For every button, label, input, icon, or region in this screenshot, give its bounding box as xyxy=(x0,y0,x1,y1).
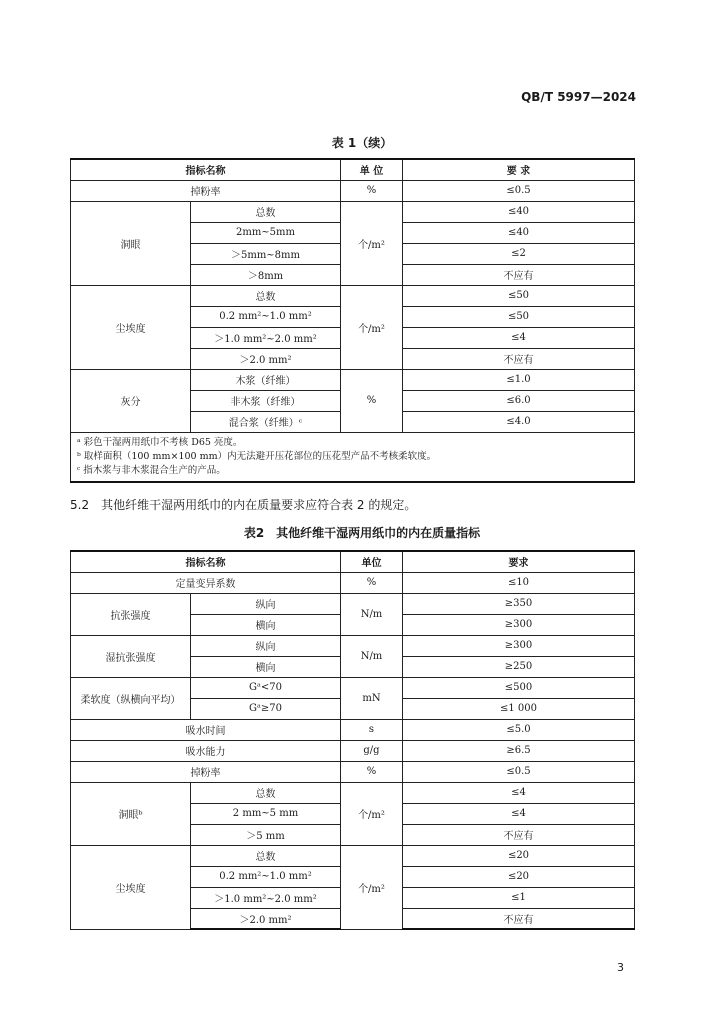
sub-value: ≤40 xyxy=(403,201,635,222)
table1-notes-row xyxy=(71,432,635,482)
sub-label: 总数 xyxy=(191,285,341,306)
sub-label: 横向 xyxy=(191,656,341,677)
table1-caption: 表 1（续） xyxy=(331,136,393,150)
sub-label: ＞5mm~8mm xyxy=(191,243,341,264)
group-unit: 个/m² xyxy=(341,845,403,929)
sub-value: ≤4 xyxy=(403,782,635,803)
sub-label: ＞1.0 mm²~2.0 mm² xyxy=(191,327,341,348)
row-name: 吸水时间 xyxy=(71,719,341,740)
table-row xyxy=(71,782,635,803)
sub-value: ≤50 xyxy=(403,306,635,327)
sub-label: 纵向 xyxy=(191,593,341,614)
sub-value: ≤20 xyxy=(403,845,635,866)
table2 xyxy=(70,550,635,930)
sub-value: ≤4.0 xyxy=(403,411,635,432)
table-row xyxy=(71,719,635,740)
sub-label: 2 mm~5 mm xyxy=(191,803,341,824)
row-name: 掉粉率 xyxy=(71,180,341,201)
group-name: 尘埃度 xyxy=(71,845,191,929)
sub-value: ≤50 xyxy=(403,285,635,306)
sub-value: ≤2 xyxy=(403,243,635,264)
table1-header-row xyxy=(71,159,635,180)
row-unit: % xyxy=(341,180,403,201)
table-note: ᵃ 彩色干湿两用纸巾不考核 D65 亮度。 xyxy=(77,436,243,448)
sub-label: 总数 xyxy=(191,845,341,866)
table1-notes xyxy=(71,432,635,482)
table-note: ᶜ 指木浆与非木浆混合生产的产品。 xyxy=(77,464,226,476)
table-row xyxy=(71,845,635,866)
table-row xyxy=(71,740,635,761)
sub-value: ≤4 xyxy=(403,327,635,348)
table-row xyxy=(71,635,635,656)
table-row xyxy=(71,180,635,201)
sub-label: 纵向 xyxy=(191,635,341,656)
sub-value: ≤6.0 xyxy=(403,390,635,411)
sub-value: 不应有 xyxy=(403,908,635,929)
row-unit: % xyxy=(341,761,403,782)
row-name: 定量变异系数 xyxy=(71,572,341,593)
table2-header-unit: 单位 xyxy=(341,551,403,572)
sub-label: ＞2.0 mm² xyxy=(191,348,341,369)
sub-label: 总数 xyxy=(191,782,341,803)
row-unit: % xyxy=(341,572,403,593)
row-name: 掉粉率 xyxy=(71,761,341,782)
row-value: ≥6.5 xyxy=(403,740,635,761)
table1 xyxy=(70,158,635,483)
group-name: 洞眼 xyxy=(71,201,191,285)
sub-label: Gᵃ<70 xyxy=(191,677,341,698)
sub-label: 木浆（纤维） xyxy=(191,369,341,390)
group-name: 尘埃度 xyxy=(71,285,191,369)
sub-value: ≤40 xyxy=(403,222,635,243)
row-value: ≤5.0 xyxy=(403,719,635,740)
group-name: 湿抗张强度 xyxy=(71,635,191,677)
row-unit: g/g xyxy=(341,740,403,761)
sub-value: ≥250 xyxy=(403,656,635,677)
sub-value: ≤1.0 xyxy=(403,369,635,390)
table-note: ᵇ 取样面积（100 mm×100 mm）内无法避开压花部位的压花型产品不考核柔软度。 xyxy=(77,450,437,462)
sub-label: 0.2 mm²~1.0 mm² xyxy=(191,866,341,887)
table2-header-name: 指标名称 xyxy=(71,551,341,572)
clause-5-2: 5.2 其他纤维干湿两用纸巾的内在质量要求应符合表 2 的规定。 xyxy=(70,498,417,512)
page-number: 3 xyxy=(617,961,624,974)
table-row xyxy=(71,285,635,306)
table2-header-requirement: 要求 xyxy=(403,551,635,572)
row-unit: s xyxy=(341,719,403,740)
table1-header-requirement: 要 求 xyxy=(403,159,635,180)
sub-value: 不应有 xyxy=(403,264,635,285)
group-unit: N/m xyxy=(341,593,403,635)
table-row xyxy=(71,677,635,698)
sub-label: 横向 xyxy=(191,614,341,635)
sub-value: ≤500 xyxy=(403,677,635,698)
standard-code: QB/T 5997—2024 xyxy=(521,90,636,104)
table-row xyxy=(71,572,635,593)
row-value: ≤0.5 xyxy=(403,761,635,782)
sub-value: ≤4 xyxy=(403,803,635,824)
group-unit: 个/m² xyxy=(341,782,403,845)
group-name: 柔软度（纵横向平均） xyxy=(71,677,191,719)
sub-label: ＞1.0 mm²~2.0 mm² xyxy=(191,887,341,908)
sub-value: ≤1 xyxy=(403,887,635,908)
table-row xyxy=(71,593,635,614)
group-unit: 个/m² xyxy=(341,285,403,369)
sub-value: 不应有 xyxy=(403,348,635,369)
sub-label: Gᵃ≥70 xyxy=(191,698,341,719)
table1-header-unit: 单 位 xyxy=(341,159,403,180)
sub-label: ＞8mm xyxy=(191,264,341,285)
sub-label: 总数 xyxy=(191,201,341,222)
group-unit: N/m xyxy=(341,635,403,677)
sub-label: ＞5 mm xyxy=(191,824,341,845)
sub-label: 2mm~5mm xyxy=(191,222,341,243)
row-value: ≤10 xyxy=(403,572,635,593)
table2-caption: 表2 其他纤维干湿两用纸巾的内在质量指标 xyxy=(243,526,481,540)
sub-value: ≤20 xyxy=(403,866,635,887)
table-row xyxy=(71,761,635,782)
table1-header-name: 指标名称 xyxy=(71,159,341,180)
sub-value: ≥300 xyxy=(403,614,635,635)
group-unit: mN xyxy=(341,677,403,719)
group-name: 洞眼ᵇ xyxy=(71,782,191,845)
table-row xyxy=(71,369,635,390)
group-name: 灰分 xyxy=(71,369,191,432)
table2-header-row xyxy=(71,551,635,572)
row-value: ≤0.5 xyxy=(403,180,635,201)
sub-value: ≥300 xyxy=(403,635,635,656)
group-name: 抗张强度 xyxy=(71,593,191,635)
row-name: 吸水能力 xyxy=(71,740,341,761)
sub-label: 混合浆（纤维）ᶜ xyxy=(191,411,341,432)
sub-label: 0.2 mm²~1.0 mm² xyxy=(191,306,341,327)
sub-value: 不应有 xyxy=(403,824,635,845)
sub-value: ≤1 000 xyxy=(403,698,635,719)
group-unit: % xyxy=(341,369,403,432)
sub-label: ＞2.0 mm² xyxy=(191,908,341,929)
group-unit: 个/m² xyxy=(341,201,403,285)
sub-value: ≥350 xyxy=(403,593,635,614)
table-row xyxy=(71,201,635,222)
sub-label: 非木浆（纤维） xyxy=(191,390,341,411)
